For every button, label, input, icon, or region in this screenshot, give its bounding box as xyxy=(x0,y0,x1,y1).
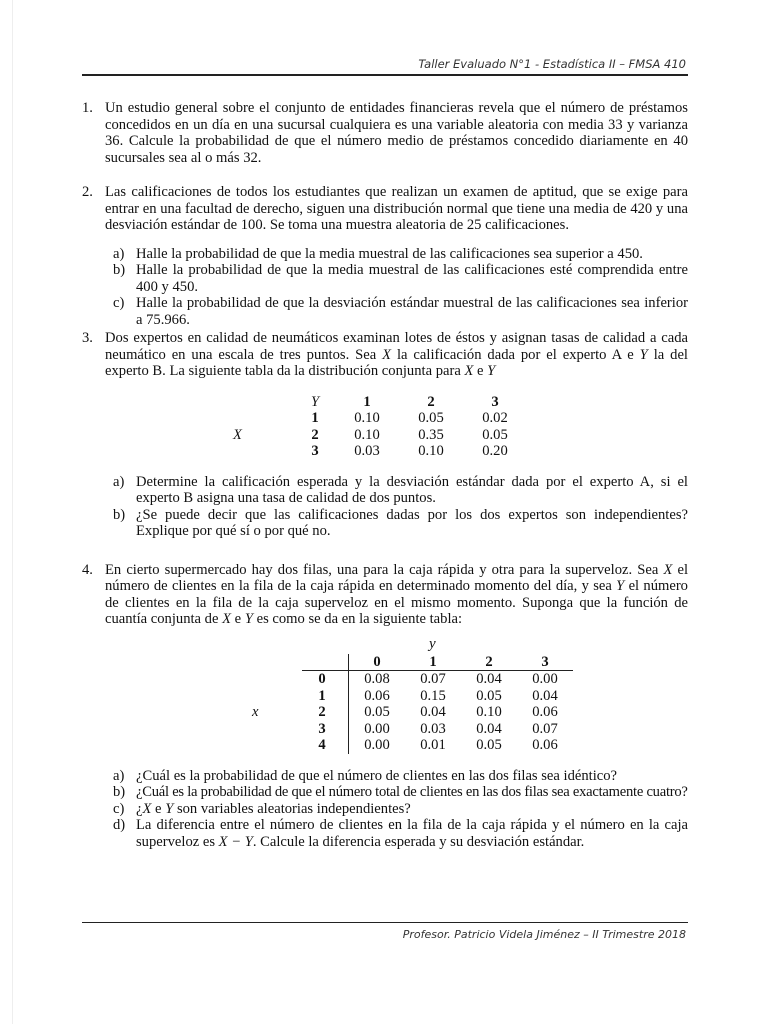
sub-text xyxy=(136,817,688,850)
page-header: Taller Evaluado N°1 - Estadística II – FMSA 410 xyxy=(418,57,686,71)
question-number: 3. xyxy=(82,330,93,346)
row-header: 1 xyxy=(302,688,349,705)
column-header: 3 xyxy=(491,393,499,410)
sub-text: Determine la calificación esperada y la desviación estándar dada por el experto A, si el experto B asigna una tasa de calidad de dos puntos. xyxy=(136,473,688,506)
variable-x: X xyxy=(464,363,474,379)
column-header: 3 xyxy=(517,654,573,671)
page-footer: Profesor. Patricio Videla Jiménez – II Trimestre 2018 xyxy=(402,928,686,941)
text-segment: el número de clientes en la fila de la caja rápida en determinado momento del día, y sea xyxy=(105,561,688,594)
subquestion-a xyxy=(113,246,688,263)
table-cell: 0.06 xyxy=(532,737,558,753)
sub-text: ¿Se puede decir que las calificaciones dadas por los dos expertos son independientes? Explique por qué sí o por qué no. xyxy=(136,506,688,539)
question-text xyxy=(105,562,688,628)
subquestions xyxy=(113,246,688,329)
table-cell: 0.20 xyxy=(482,443,508,459)
subquestions xyxy=(113,474,688,540)
sub-label: b) xyxy=(113,262,126,278)
row-header: 2 xyxy=(311,426,319,443)
variable-y: Y xyxy=(487,363,496,379)
table-cell: 0.05 xyxy=(364,704,390,720)
variable-x: X xyxy=(222,611,232,627)
table-cell: 0.10 xyxy=(418,443,444,459)
table-cell: 0.10 xyxy=(354,410,380,426)
column-header: 0 xyxy=(349,654,406,671)
text-segment: e xyxy=(151,800,166,817)
question-text: Las calificaciones de todos los estudiantes que realizan un examen de aptitud, que se exige para entrar en una facultad de derecho, siguen una distribución normal que tiene una media de 420 y una desviación estándar de 100. Se toma una muestra aleatoria de 25 calificaciones. xyxy=(105,184,688,233)
variable-x: X xyxy=(663,561,673,578)
column-header: 1 xyxy=(363,393,371,410)
column-header: 2 xyxy=(427,393,435,410)
table-row xyxy=(233,410,527,427)
table-cell: 0.10 xyxy=(354,426,380,443)
row-header: 3 xyxy=(302,721,349,738)
subquestions xyxy=(113,768,688,851)
table-cell: 0.02 xyxy=(482,410,508,426)
sub-label: a) xyxy=(113,473,125,490)
row-header: 1 xyxy=(311,410,319,426)
row-header: 2 xyxy=(302,704,349,721)
table-cell: 0.07 xyxy=(420,671,446,687)
text-segment: la del experto B. La siguiente tabla da la distribución conjunta para xyxy=(105,346,688,379)
page-edge xyxy=(12,0,13,1024)
column-variable: y xyxy=(429,635,436,652)
question-body xyxy=(105,330,688,540)
table-cell: 0.10 xyxy=(476,704,502,720)
table-cell: 0.00 xyxy=(364,720,390,737)
table-cell: 0.15 xyxy=(420,687,446,704)
question-2 xyxy=(82,184,688,328)
subquestion-c xyxy=(113,295,688,328)
table-cell: 0.08 xyxy=(364,671,390,687)
sub-label: d) xyxy=(113,817,126,833)
text-segment: . Calcule la diferencia esperada y su desviación estándar. xyxy=(252,833,585,850)
sub-label: c) xyxy=(113,295,125,311)
sub-label: b) xyxy=(113,784,126,800)
table-cell: 0.05 xyxy=(482,426,508,443)
text-segment: Dos expertos en calidad de neumáticos examinan lotes de éstos y asignan tasas de calidad a cada neumático en una escala de tres puntos. Sea xyxy=(105,330,688,363)
table-cell: 0.04 xyxy=(420,704,446,720)
question-body xyxy=(105,184,688,328)
table-cell: 0.06 xyxy=(364,687,390,704)
text-segment: En cierto supermercado hay dos filas, una para la caja rápida y otra para la superveloz. Sea xyxy=(105,561,664,578)
subquestion-d xyxy=(113,817,688,850)
table-cell: 0.04 xyxy=(532,687,558,704)
table-cell: 0.04 xyxy=(476,720,502,737)
content xyxy=(82,100,688,850)
table-row xyxy=(233,427,527,444)
column-header: 2 xyxy=(461,654,517,671)
row-header: 4 xyxy=(302,737,349,754)
table-cell: 0.35 xyxy=(418,426,444,443)
column-header: 1 xyxy=(405,654,461,671)
table-cell: 0.05 xyxy=(418,410,444,426)
table-cell: 0.00 xyxy=(532,671,558,687)
question-3 xyxy=(82,330,688,540)
text-segment: la calificación dada por el experto A e xyxy=(391,346,640,363)
text-segment: e xyxy=(231,611,245,627)
column-variable: Y xyxy=(310,393,320,410)
sub-label: a) xyxy=(113,767,125,784)
sub-text: ¿Cuál es la probabilidad de que el número de clientes en las dos filas sea idéntico? xyxy=(136,767,618,784)
joint-distribution-table xyxy=(233,394,527,460)
table-cell: 0.00 xyxy=(364,737,390,753)
row-variable: x xyxy=(252,704,259,720)
subquestion-b xyxy=(113,784,688,801)
question-4 xyxy=(82,562,688,851)
table-row xyxy=(252,737,573,754)
question-text: Un estudio general sobre el conjunto de entidades financieras revela que el número de préstamos concedidos en un día en una sucursal cualquiera es una variable aleatoria con media 33 y varianza 36. Calcule la probabilidad de que el número medio de préstamos concedido diariamente en 40 sucursales sea al o más 32. xyxy=(105,100,688,166)
subquestion-c xyxy=(113,801,688,818)
table-cell: 0.05 xyxy=(476,737,502,753)
text-segment: son variables aleatorias independientes? xyxy=(173,800,411,817)
cuantia-table-wrapper xyxy=(82,636,688,754)
table-row xyxy=(252,671,573,688)
table-cell: 0.01 xyxy=(420,737,446,753)
variable-y: Y xyxy=(165,800,174,817)
table-cell: 0.05 xyxy=(476,687,502,704)
subquestion-a xyxy=(113,474,688,507)
sub-text: ¿Cuál es la probabilidad de que el número total de clientes en las dos filas sea exactamente cuatro? xyxy=(136,784,688,800)
table-cell: 0.04 xyxy=(476,671,502,687)
table-header-row xyxy=(233,394,527,411)
footer-rule xyxy=(82,922,688,923)
row-header: 3 xyxy=(311,443,319,459)
header-rule xyxy=(82,74,688,76)
question-text xyxy=(105,330,688,380)
joint-probability-table xyxy=(252,654,573,754)
table-cell: 0.03 xyxy=(354,443,380,459)
table-row xyxy=(252,704,573,721)
table-header-row xyxy=(252,654,573,671)
question-number: 1. xyxy=(82,100,93,116)
text-segment: el número de clientes en la fila de la caja superveloz en el mismo momento. Suponga que la función de cuantía conjunta de xyxy=(105,578,688,627)
variable-x: X xyxy=(382,346,392,363)
row-variable: X xyxy=(233,426,242,443)
table-cell: 0.03 xyxy=(420,720,446,737)
table-cell: 0.07 xyxy=(532,720,558,737)
table-row xyxy=(233,443,527,460)
subquestion-b xyxy=(113,507,688,540)
variable-x: X xyxy=(142,800,152,817)
table-cell: 0.06 xyxy=(532,704,558,720)
question-1 xyxy=(82,100,688,166)
row-header: 0 xyxy=(302,671,349,688)
question-body xyxy=(105,562,688,851)
sub-text xyxy=(136,801,688,818)
question-number: 2. xyxy=(82,184,93,200)
variable-y: Y xyxy=(639,346,648,363)
expression-x-minus-y: X − Y xyxy=(218,833,253,850)
subquestion-b xyxy=(113,262,688,295)
text-segment: es como se da en la siguiente tabla: xyxy=(252,611,463,627)
sub-text: Halle la probabilidad de que la desviación estándar muestral de las calificaciones sea inferior a 75.966. xyxy=(136,295,688,328)
sub-text: Halle la probabilidad de que la media muestral de las calificaciones sea superior a 450. xyxy=(136,245,643,262)
subquestion-a xyxy=(113,768,688,785)
variable-y: Y xyxy=(616,578,625,594)
sub-text: Halle la probabilidad de que la media muestral de las calificaciones esté comprendida entre 400 y 450. xyxy=(136,262,688,295)
text-segment: e xyxy=(473,363,488,379)
question-number: 4. xyxy=(82,561,93,578)
sub-label: b) xyxy=(113,506,126,523)
text-segment: La diferencia entre el número de clientes en la fila de la caja rápida y el número en la caja superveloz es xyxy=(136,817,688,850)
table-row xyxy=(252,688,573,705)
variable-y: Y xyxy=(244,611,253,627)
sub-label: c) xyxy=(113,800,125,817)
table-row xyxy=(252,721,573,738)
sub-label: a) xyxy=(113,245,125,262)
text-segment: ¿ xyxy=(136,800,143,817)
